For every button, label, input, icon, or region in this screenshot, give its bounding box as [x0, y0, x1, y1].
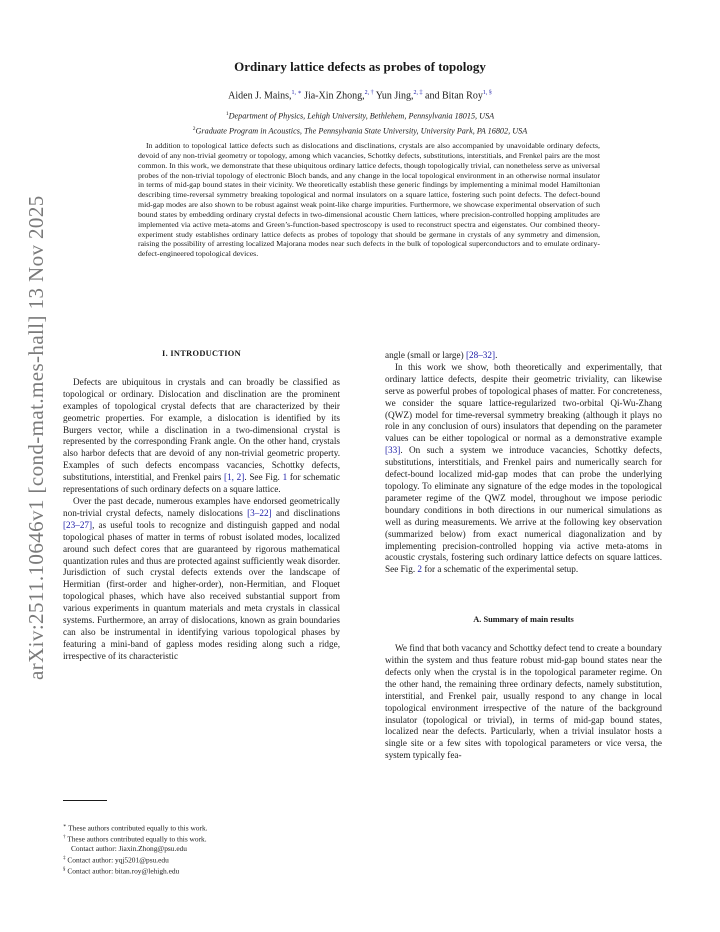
author-affiliation-mark: 2, ‡ — [413, 90, 423, 96]
footnote — [63, 854, 340, 865]
paragraph-text: , as useful tools to recognize and distinguish gapped and nodal topological phases of matter in terms of robust isolated modes, localized around such defect cores that are guaranteed by rigorous mathematical quantization rules and thus are protected against sufficiently weak disorder. Jurisdiction of such crystal defects extends over the landscape of Hermitian (first-order and higher-order), non-Hermitian, and Floquet topological phases, which have also received substantial support from various experiments in quantum materials and meta crystals in classical systems. Furthermore, an array of dislocations, known as grain boundaries can also be instrumental in identifying various topological phases by featuring a mini-band of gapless modes residing along such a ridge, irrespective of its characteristic — [63, 519, 340, 661]
affiliation-line — [100, 123, 620, 138]
affiliation-line — [100, 108, 620, 123]
paragraph: We find that both vacancy and Schottky defect tend to create a boundary within the system and thus feature robust mid-gap bound states near the defects only when the crystal is in the topological parameter regime. On the other hand, the remaining three ordinary defects, namely substitution, interstitial, and Frenkel pair, usually respond to any change in local topological environment irrespective of the nature of the background insulator (topological or trivial), in terms of mid-gap bound states, localized near the defects. Particularly, when a trivial insulator hosts a single site or a few sites with topological parameters or vice versa, the system typically fea- — [385, 643, 662, 761]
affiliations — [100, 108, 620, 137]
section-heading: I. INTRODUCTION — [162, 349, 241, 358]
paragraph — [63, 496, 340, 663]
subsection-heading: A. Summary of main results — [473, 615, 574, 625]
footnote-text: Contact author: Jiaxin.Zhong@psu.edu — [71, 844, 188, 854]
footnote — [63, 822, 340, 833]
footnote-rule — [63, 800, 107, 801]
footnotes — [63, 822, 340, 876]
figure-link[interactable]: 1 — [282, 472, 288, 483]
footnote-mark: ∗ — [63, 824, 67, 829]
paragraph-continuation — [385, 350, 662, 362]
footnote — [63, 833, 340, 844]
footnote-text: These authors contributed equally to this work. — [68, 823, 208, 833]
paragraph-text: . — [495, 350, 498, 360]
affiliation-text: Department of Physics, Lehigh University, Bethlehem, Pennsylvania 18015, USA — [228, 111, 495, 121]
footnote — [63, 844, 340, 854]
footnote-mark: † — [63, 835, 66, 841]
citation-link[interactable]: [33] — [385, 445, 401, 456]
paragraph-text: . On such a system we introduce vacancies, Schottky defects, substitutions, interstitials, and Frenkel pairs and numerically search for defect-bound localized mid-gap modes that can probe the underlying topology. To eliminate any signature of the edge modes in the topological parameter regime of the QWZ model, throughout we impose periodic boundary conditions in both directions in our numerical simulations as well as during measurements. We arrive at the following key observation (summarized below) from exact numerical diagonalization and by implementing precision-controlled hopping via active meta-atoms in acoustic crystals, fostering such ordinary lattice defects on square lattices. See Fig. — [385, 445, 662, 575]
author-name: and Bitan Roy — [422, 90, 483, 102]
paper-title: Ordinary lattice defects as probes of topology — [234, 59, 486, 74]
affiliation-number: 1 — [225, 111, 229, 117]
paragraph-text: . See Fig. — [244, 472, 283, 483]
affiliation-text: Graduate Program in Acoustics, The Pennsylvania State University, University Park, PA 16802, USA — [195, 126, 528, 136]
paragraph — [385, 362, 662, 576]
footnote-text: Contact author: yqj5201@psu.edu — [67, 855, 169, 865]
figure-link[interactable]: 2 — [417, 564, 423, 575]
author-affiliation-mark: 2, † — [364, 90, 374, 96]
author-affiliation-mark: 1, ∗ — [291, 90, 302, 96]
paragraph-text: Defects are ubiquitous in crystals and can broadly be classified as topological or ordinary. Dislocation and disclination are the prominent examples of topological crystal defects that are characterized by their geometric properties. For example, a dislocation is identified by its Burgers vector, while a disclination in a two-dimensional crystal is represented by the corresponding Frank angle. On the other hand, crystals also harbor defects that are devoid of any non-trivial geometric property. Examples of such defects encompass vacancies, Schottky defects, substitutions, interstitial, and Frenkel pairs — [63, 376, 340, 483]
arxiv-identifier: arXiv:2511.10646v1 [cond-mat.mes-hall] 13 Nov 2025 — [24, 195, 48, 680]
abstract: In addition to topological lattice defects such as dislocations and disclinations, crystals are also accompanied by unavoidable ordinary defects, devoid of any non-trivial geometry or topology, among which vacancies, Schottky defects, substitutions, interstitials, and Frenkel pairs are the most common. In this work, we demonstrate that these ubiquitous ordinary lattice defects, though topologically trivial, can nonetheless serve as universal probes of the non-trivial topology of electronic Bloch bands, and any change in the local topological environment in an otherwise normal insulator in terms of mid-gap bound states in their vicinity. We theoretically establish these generic findings by implementing a minimal model Hamiltonian describing time-reversal symmetry breaking topological and normal insulators on a square lattice, fostering such point defects. The defect-bound mid-gap modes are also shown to be robust against weak point-like charge impurities. Furthermore, we showcase experimental observation of such bound states by embedding ordinary crystal defects in two-dimensional acoustic Chern lattices, where precision-controlled hopping amplitudes are implemented via active meta-atoms and Green’s-function-based spectroscopy is used to reconstruct spectra and eigenstates. Our combined theory-experiment study establishes ordinary lattice defects as probes of topology that should be germane in crystals of any symmetry and dimension, raising the possibility of arresting localized Majorana modes near such defects in the bulk of topological superconductors and to emulate ordinary-defect-engineered topological devices. — [138, 141, 600, 259]
paragraph-text: for a schematic of the experimental setup. — [422, 564, 579, 575]
footnote-mark: ‡ — [63, 856, 66, 862]
footnote-mark: § — [63, 867, 66, 873]
paragraph — [63, 377, 340, 496]
paragraph-text: In this work we show, both theoretically and experimentally, that ordinary lattice defects, despite their geometric triviality, can likewise serve as powerful probes of topological phases of matter. For concreteness, we consider the square lattice-regularized two-orbital Qi-Wu-Zhang (QWZ) model for time-reversal symmetry breaking (although it plays no role in any conclusion of ours) insulators that depending on the parameter values can be either topological or normal as a demonstrative example — [385, 361, 662, 444]
citation-link[interactable]: [28–32] — [465, 350, 496, 360]
citation-link[interactable]: [23–27] — [63, 519, 93, 530]
paragraph-text: Over the past decade, numerous examples have endorsed geometrically non-trivial crystal defects, namely dislocations — [63, 495, 340, 518]
paragraph-text: angle (small or large) — [385, 350, 466, 360]
paragraph-text: and disclinations — [271, 507, 340, 518]
footnote — [63, 865, 340, 876]
author-name: Yun Jing, — [373, 90, 414, 102]
left-column — [63, 348, 340, 663]
author-affiliation-mark: 1, § — [482, 90, 492, 96]
affiliation-number: 2 — [192, 125, 196, 132]
citation-link[interactable]: [1, 2] — [224, 472, 245, 483]
author-list — [100, 89, 620, 101]
footnote-text: These authors contributed equally to this work. — [67, 834, 207, 844]
author-name: Jia-Xin Zhong, — [301, 90, 365, 102]
author-name: Aiden J. Mains, — [228, 90, 292, 102]
paragraph-text: for schematic representations of such ordinary defects on a square lattice. — [63, 472, 341, 495]
footnote-text: Contact author: bitan.roy@lehigh.edu — [67, 866, 180, 876]
citation-link[interactable]: [3–22] — [247, 507, 272, 518]
right-column — [385, 350, 662, 762]
